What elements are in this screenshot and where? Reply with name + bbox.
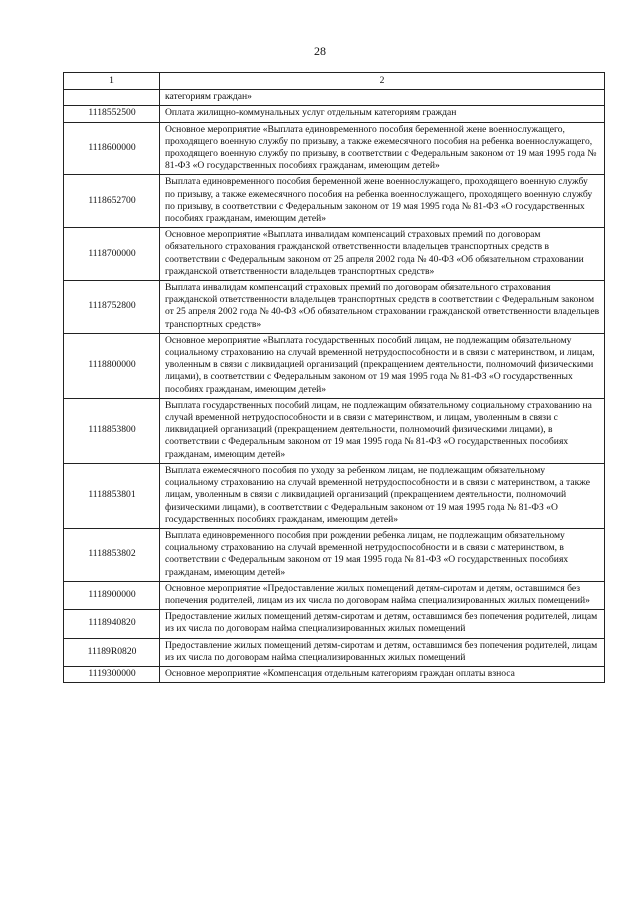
- column-header-code: 1: [64, 73, 160, 90]
- row-code: 1118700000: [64, 228, 160, 281]
- table-row: [64, 638, 605, 666]
- row-code: 1119300000: [64, 666, 160, 682]
- row-description: Основное мероприятие «Выплата единовременного пособия беременной жене военнослужащего, проходящего военную службу по призыву, а также ежемесячного пособия на ребенка военнослужащего, проходящего военную службу по призыву, в соответствии с Федеральным законом от 19 мая 1995 года № 81-ФЗ «О государственных пособиях гражданам, имеющим детей»: [160, 122, 605, 175]
- table-row: [64, 333, 605, 398]
- table-row: [64, 90, 605, 106]
- table-row: [64, 106, 605, 122]
- row-code: 1118552500: [64, 106, 160, 122]
- row-description: Выплата инвалидам компенсаций страховых премий по договорам обязательного страхования гражданской ответственности владельцев транспортных средств в соответствии с Федеральным законом от 25 апреля 2002 года № 40-ФЗ «Об обязательном страховании гражданской ответственности владельцев транспортных средств»: [160, 281, 605, 334]
- table-row: [64, 398, 605, 463]
- table-header-row: [64, 73, 605, 90]
- row-description: Оплата жилищно-коммунальных услуг отдельным категориям граждан: [160, 106, 605, 122]
- row-code: 1118900000: [64, 581, 160, 609]
- row-code: 1118853801: [64, 463, 160, 528]
- table-row: [64, 281, 605, 334]
- row-code: 1118600000: [64, 122, 160, 175]
- row-code: 1118752800: [64, 281, 160, 334]
- table-row: [64, 528, 605, 581]
- table-row: [64, 666, 605, 682]
- row-code: 1118853802: [64, 528, 160, 581]
- budget-code-table: [63, 72, 605, 683]
- row-description: Выплата ежемесячного пособия по уходу за ребенком лицам, не подлежащим обязательному социальному страхованию на случай временной нетрудоспособности и в связи с материнством, а также лицам, уволенным в связи с ликвидацией организаций (прекращением деятельности, полномочий физическими лицами), в соответствии с Федеральным законом от 19 мая 1995 года № 81-ФЗ «О государственных пособиях гражданам, имеющим детей»: [160, 463, 605, 528]
- table-row: [64, 122, 605, 175]
- row-description: Основное мероприятие «Предоставление жилых помещений детям-сиротам и детям, оставшимся без попечения родителей, лицам из их числа по договорам найма специализированных жилых помещений»: [160, 581, 605, 609]
- row-code: 1118652700: [64, 175, 160, 228]
- row-description: Основное мероприятие «Компенсация отдельным категориям граждан оплаты взноса: [160, 666, 605, 682]
- row-code: [64, 90, 160, 106]
- row-description: Предоставление жилых помещений детям-сиротам и детям, оставшимся без попечения родителей, лицам из их числа по договорам найма специализированных жилых помещений: [160, 638, 605, 666]
- table-row: [64, 463, 605, 528]
- row-code: 11189R0820: [64, 638, 160, 666]
- row-description: Основное мероприятие «Выплата инвалидам компенсаций страховых премий по договорам обязательного страхования гражданской ответственности владельцев транспортных средств в соответствии с Федеральным законом от 25 апреля 2002 года № 40-ФЗ «Об обязательном страховании гражданской ответственности владельцев транспортных средств»: [160, 228, 605, 281]
- row-description: Выплата единовременного пособия при рождении ребенка лицам, не подлежащим обязательному социальному страхованию на случай временной нетрудоспособности и в связи с материнством, в соответствии с Федеральным законом от 19 мая 1995 года № 81-ФЗ «О государственных пособиях гражданам, имеющим детей»: [160, 528, 605, 581]
- row-description: Основное мероприятие «Выплата государственных пособий лицам, не подлежащим обязательному социальному страхованию на случай временной нетрудоспособности и в связи с материнством, и лицам, уволенным в связи с ликвидацией организаций (прекращением деятельности, полномочий физическими лицами), в соответствии с Федеральным законом от 19 мая 1995 года № 81-ФЗ «О государственных пособиях гражданам, имеющим детей»: [160, 333, 605, 398]
- row-code: 1118940820: [64, 610, 160, 638]
- row-description: Предоставление жилых помещений детям-сиротам и детям, оставшимся без попечения родителей, лицам из их числа по договорам найма специализированных жилых помещений: [160, 610, 605, 638]
- table-row: [64, 581, 605, 609]
- row-description: Выплата государственных пособий лицам, не подлежащим обязательному социальному страхованию на случай временной нетрудоспособности и в связи с материнством, и лицам, уволенным в связи с ликвидацией организаций (прекращением деятельности, полномочий физическими лицами), в соответствии с Федеральным законом от 19 мая 1995 года № 81-ФЗ «О государственных пособиях гражданам, имеющим детей»: [160, 398, 605, 463]
- column-header-description: 2: [160, 73, 605, 90]
- page-number: 28: [314, 44, 326, 58]
- row-description: Выплата единовременного пособия беременной жене военнослужащего, проходящего военную службу по призыву, а также ежемесячного пособия на ребенка военнослужащего, проходящего военную службу по призыву, в соответствии с Федеральным законом от 19 мая 1995 года № 81-ФЗ «О государственных пособиях гражданам, имеющим детей»: [160, 175, 605, 228]
- table-row: [64, 610, 605, 638]
- row-code: 1118800000: [64, 333, 160, 398]
- table-row: [64, 228, 605, 281]
- row-description: категориям граждан»: [160, 90, 605, 106]
- row-code: 1118853800: [64, 398, 160, 463]
- table-row: [64, 175, 605, 228]
